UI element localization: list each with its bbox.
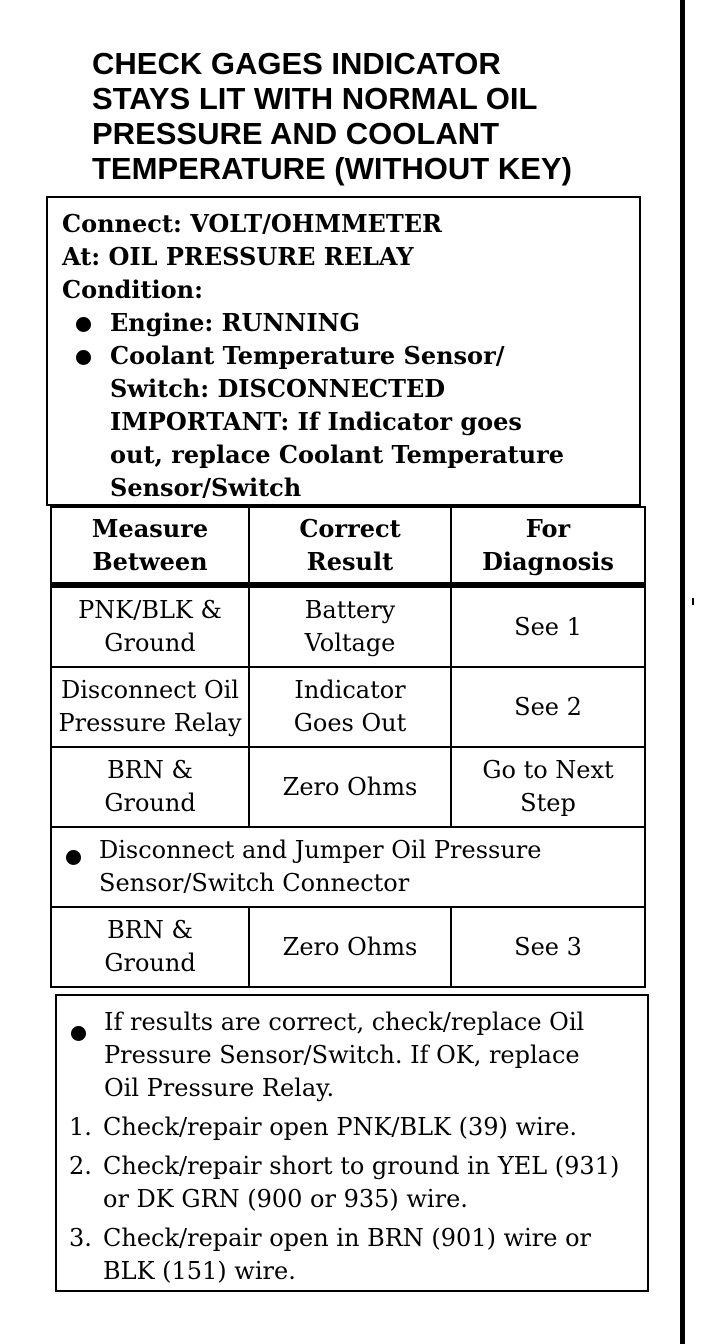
table-cell: Disconnect Oil Pressure Relay xyxy=(52,668,250,746)
condition-text: Sensor/Switch xyxy=(110,473,302,502)
item-number: 3. xyxy=(69,1224,92,1252)
title-line: PRESSURE AND COOLANT xyxy=(92,116,500,151)
footer-text: BLK (151) wire. xyxy=(103,1257,296,1285)
condition-item xyxy=(110,306,639,339)
bullet-icon xyxy=(66,850,81,865)
connect-box xyxy=(46,196,641,506)
table-row xyxy=(52,906,644,986)
footer-item xyxy=(69,1111,647,1144)
note-text: Disconnect and Jumper Oil Pressure xyxy=(99,836,542,864)
condition-text: Engine: RUNNING xyxy=(110,308,360,337)
footer-text: or DK GRN (900 or 935) wire. xyxy=(103,1185,468,1213)
table-cell: Zero Ohms xyxy=(250,908,452,986)
condition-list xyxy=(62,306,639,504)
footer-text: Check/repair open PNK/BLK (39) wire. xyxy=(103,1113,578,1141)
condition-item xyxy=(110,339,639,504)
scan-mark xyxy=(692,598,694,605)
header-cell: For Diagnosis xyxy=(482,514,614,576)
footer-text: Check/repair open in BRN (901) wire or xyxy=(103,1224,592,1252)
footer-text: If results are correct, check/replace Oil xyxy=(104,1008,585,1036)
table-note-row xyxy=(52,826,644,906)
title-line: STAYS LIT WITH NORMAL OIL xyxy=(92,81,538,116)
header-cell: Correct Result xyxy=(250,508,452,582)
bullet-icon xyxy=(76,317,91,332)
footer-notes xyxy=(55,994,649,1292)
table-row xyxy=(52,746,644,826)
condition-text: Coolant Temperature Sensor/ xyxy=(110,341,505,370)
table-header-row xyxy=(52,506,644,586)
table-row xyxy=(52,666,644,746)
footer-text: Pressure Sensor/Switch. If OK, replace xyxy=(104,1041,580,1069)
condition-text: IMPORTANT: If Indicator goes xyxy=(110,407,522,436)
table-cell: Battery Voltage xyxy=(250,588,452,666)
table-cell: BRN & Ground xyxy=(52,748,250,826)
condition-text: out, replace Coolant Temperature xyxy=(110,440,564,469)
table-cell: BRN & Ground xyxy=(52,908,250,986)
connect-line: Connect: VOLT/OHMMETER xyxy=(62,209,442,238)
table-row xyxy=(52,586,644,666)
table-cell: See 1 xyxy=(514,612,582,641)
table-cell: Indicator Goes Out xyxy=(250,668,452,746)
condition-text: Switch: DISCONNECTED xyxy=(110,374,446,403)
footer-item xyxy=(69,1222,647,1288)
diagnosis-table xyxy=(50,506,646,988)
table-cell: See 2 xyxy=(514,692,582,721)
footer-item xyxy=(69,1150,647,1216)
footer-text: Check/repair short to ground in YEL (931) xyxy=(103,1152,620,1180)
footer-text: Oil Pressure Relay. xyxy=(104,1074,335,1102)
at-line: At: OIL PRESSURE RELAY xyxy=(62,242,414,271)
note-text: Sensor/Switch Connector xyxy=(99,869,410,897)
header-cell: Measure Between xyxy=(52,508,250,582)
table-cell: PNK/BLK & Ground xyxy=(52,588,250,666)
bullet-icon xyxy=(76,350,91,365)
table-cell: See 3 xyxy=(514,932,582,961)
item-number: 1. xyxy=(69,1113,92,1141)
page-edge-rule xyxy=(680,0,685,1344)
title-line: CHECK GAGES INDICATOR xyxy=(92,46,501,81)
footer-bullet xyxy=(69,1006,647,1105)
bullet-icon xyxy=(71,1026,86,1041)
table-cell: Go to Next Step xyxy=(482,756,614,817)
table-cell: Zero Ohms xyxy=(250,748,452,826)
title-line: TEMPERATURE (WITHOUT KEY) xyxy=(92,151,572,186)
condition-label: Condition: xyxy=(62,275,203,304)
page-title xyxy=(92,46,662,186)
item-number: 2. xyxy=(69,1152,92,1180)
